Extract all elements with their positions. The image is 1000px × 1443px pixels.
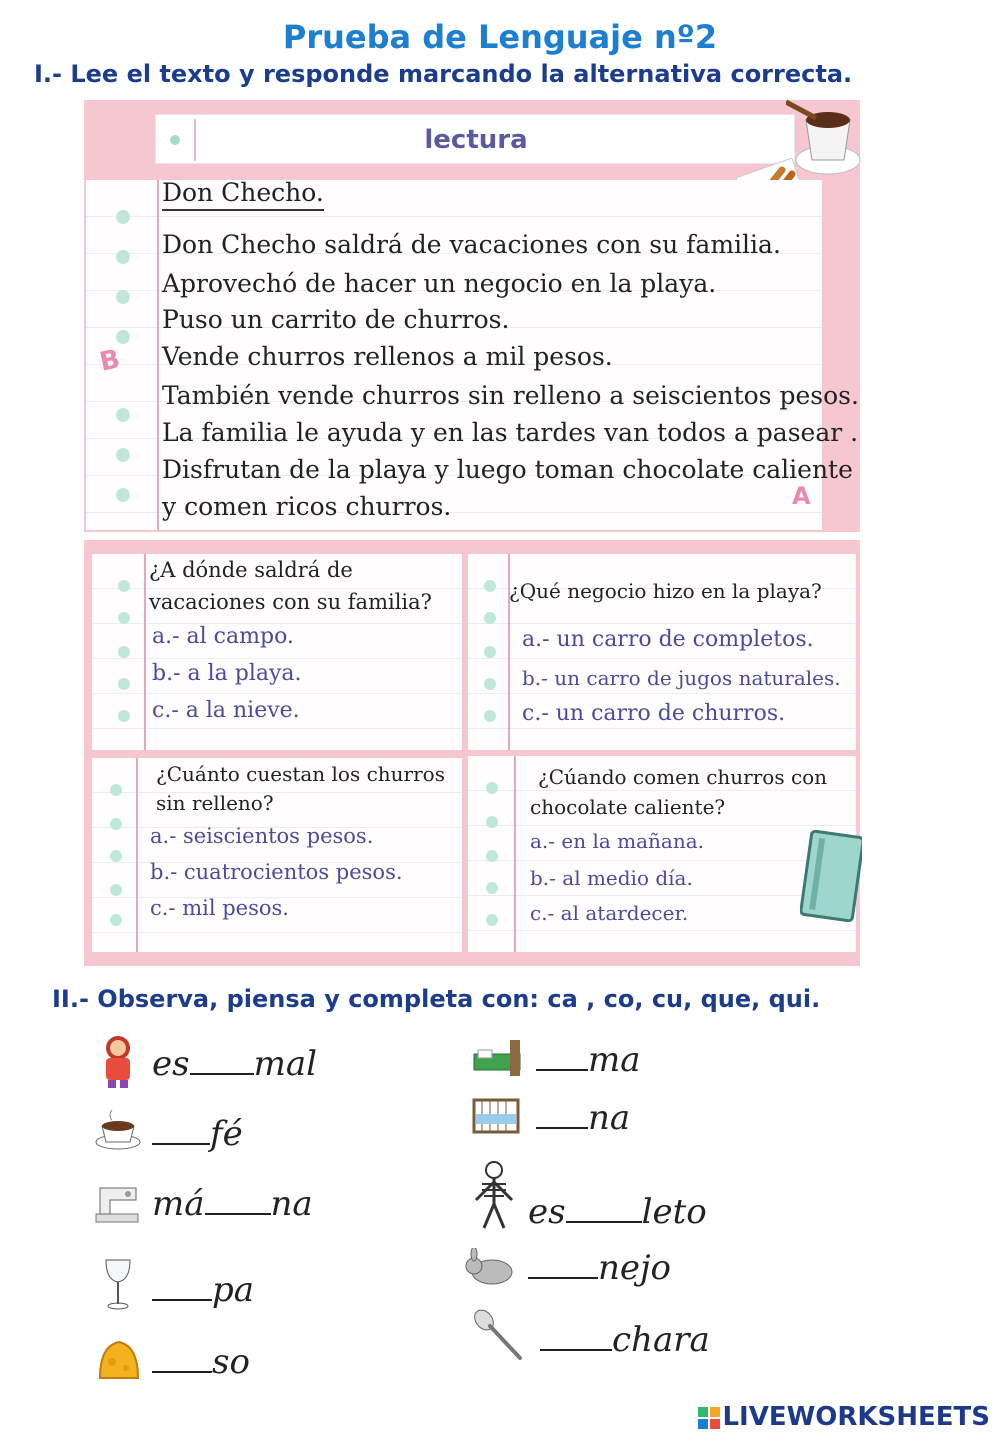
notebook-icon (800, 830, 862, 922)
word-prefix: es (528, 1192, 566, 1232)
binder-dot (486, 782, 498, 794)
answer-option[interactable]: b.- al medio día. (530, 866, 693, 890)
binder-dot (110, 818, 122, 830)
answer-blank[interactable] (152, 1119, 210, 1145)
question-text: chocolate caliente? (530, 795, 726, 819)
answer-blank[interactable] (205, 1189, 271, 1215)
word-suffix: pa (212, 1270, 255, 1310)
answer-blank[interactable] (540, 1325, 612, 1351)
word-suffix: so (212, 1342, 250, 1382)
answer-option[interactable]: c.- al atardecer. (530, 901, 689, 925)
binder-dot (484, 580, 496, 592)
binder-dot (486, 914, 498, 926)
eskimo-icon (98, 1036, 138, 1090)
binder-dot (116, 290, 130, 304)
question-margin-line (136, 758, 138, 952)
part2-instruction: II.- Observa, piensa y completa con: ca , co, cu, que, qui. (52, 985, 821, 1013)
reading-heading: lectura (424, 125, 528, 155)
story-line: Vende churros rellenos a mil pesos. (162, 342, 613, 371)
word-prefix: má (152, 1184, 205, 1224)
rabbit-icon (462, 1248, 518, 1286)
question-margin-line (144, 554, 146, 750)
word-to-complete (152, 1184, 313, 1224)
answer-option[interactable]: c.- a la nieve. (152, 698, 300, 723)
spoon-icon (472, 1308, 526, 1362)
story-line: Aprovechó de hacer un negocio en la playa. (162, 269, 717, 298)
binder-dot (118, 678, 130, 690)
answer-blank[interactable] (152, 1347, 212, 1373)
binder-dot (110, 884, 122, 896)
word-suffix: fé (210, 1114, 243, 1154)
binder-dot (110, 914, 122, 926)
binder-dot (486, 882, 498, 894)
binder-dot (486, 850, 498, 862)
reading-card-header (155, 114, 795, 164)
binder-dot (116, 408, 130, 422)
binder-dot (110, 784, 122, 796)
binder-dot (118, 580, 130, 592)
answer-option[interactable]: a.- en la mañana. (530, 829, 705, 853)
binder-dot (484, 612, 496, 624)
binder-dot (118, 646, 130, 658)
sewing-machine-icon (92, 1180, 142, 1224)
word-suffix: nejo (598, 1248, 672, 1288)
footer-brand-text: LIVEWORKSHEETS (722, 1402, 990, 1432)
word-to-complete (528, 1248, 671, 1288)
bed-icon (470, 1036, 526, 1082)
question-margin-line (514, 756, 516, 952)
binder-dot (116, 210, 130, 224)
answer-blank[interactable] (528, 1253, 598, 1279)
answer-blank[interactable] (536, 1103, 588, 1129)
word-to-complete (536, 1098, 630, 1138)
decorative-letter-a: A (792, 482, 811, 510)
answer-option[interactable]: a.- al campo. (152, 624, 294, 649)
word-to-complete (536, 1040, 641, 1080)
word-to-complete (152, 1044, 317, 1084)
question-text: sin relleno? (156, 791, 274, 815)
word-to-complete (540, 1320, 710, 1360)
page-title: Prueba de Lenguaje nº2 (282, 18, 718, 56)
liveworksheets-logo-icon (698, 1407, 720, 1429)
story-line: Disfrutan de la playa y luego toman chocolate caliente (162, 455, 853, 484)
skeleton-icon (470, 1160, 518, 1232)
question-text: ¿Qué negocio hizo en la playa? (509, 579, 822, 603)
question-text: vacaciones con su familia? (149, 590, 432, 614)
binder-dot (118, 612, 130, 624)
cheese-icon (96, 1338, 142, 1384)
story-line: También vende churros sin relleno a seiscientos pesos. (162, 381, 859, 410)
story-line: y comen ricos churros. (162, 492, 452, 521)
word-suffix: ma (588, 1040, 641, 1080)
part1-instruction: I.- Lee el texto y responde marcando la alternativa correcta. (34, 60, 853, 88)
answer-option[interactable]: a.- un carro de completos. (522, 627, 814, 652)
crib-icon (470, 1094, 522, 1140)
answer-option[interactable]: c.- mil pesos. (150, 896, 289, 920)
binder-dot (484, 678, 496, 690)
word-suffix: chara (612, 1320, 710, 1360)
answer-option[interactable]: b.- cuatrocientos pesos. (150, 860, 403, 884)
story-title: Don Checho. (162, 178, 324, 211)
answer-option[interactable]: b.- a la playa. (152, 661, 302, 686)
footer-brand (698, 1402, 990, 1432)
reading-margin-line (157, 180, 159, 530)
binder-dot (484, 710, 496, 722)
word-prefix: es (152, 1044, 190, 1084)
answer-option[interactable]: b.- un carro de jugos naturales. (522, 666, 841, 690)
coffee-cup-icon (94, 1104, 144, 1152)
word-suffix: leto (641, 1192, 707, 1232)
answer-blank[interactable] (536, 1045, 588, 1071)
question-text: ¿Cuánto cuestan los churros (156, 762, 445, 786)
binder-dot (116, 488, 130, 502)
decorative-letter-b: B (97, 344, 123, 378)
question-text: ¿Cúando comen churros con (538, 765, 828, 789)
word-suffix: na (270, 1184, 313, 1224)
binder-dot (118, 710, 130, 722)
word-to-complete (152, 1270, 254, 1310)
story-line: Don Checho saldrá de vacaciones con su familia. (162, 230, 781, 259)
binder-dot (116, 330, 130, 344)
binder-dot (116, 250, 130, 264)
wine-glass-icon (102, 1258, 134, 1310)
question-text: ¿A dónde saldrá de (149, 558, 353, 582)
binder-dot (484, 646, 496, 658)
answer-blank[interactable] (566, 1197, 642, 1223)
answer-option[interactable]: c.- un carro de churros. (522, 701, 786, 726)
word-to-complete (152, 1342, 250, 1382)
story-line: Puso un carrito de churros. (162, 305, 510, 334)
word-to-complete (152, 1114, 243, 1154)
word-suffix: mal (253, 1044, 317, 1084)
binder-dot (110, 850, 122, 862)
answer-option[interactable]: a.- seiscientos pesos. (150, 824, 374, 848)
word-to-complete (528, 1192, 707, 1232)
word-suffix: na (588, 1098, 631, 1138)
answer-blank[interactable] (190, 1049, 254, 1075)
binder-dot (486, 816, 498, 828)
answer-blank[interactable] (152, 1275, 212, 1301)
binder-dot (116, 448, 130, 462)
story-line: La familia le ayuda y en las tardes van todos a pasear . (162, 418, 859, 447)
